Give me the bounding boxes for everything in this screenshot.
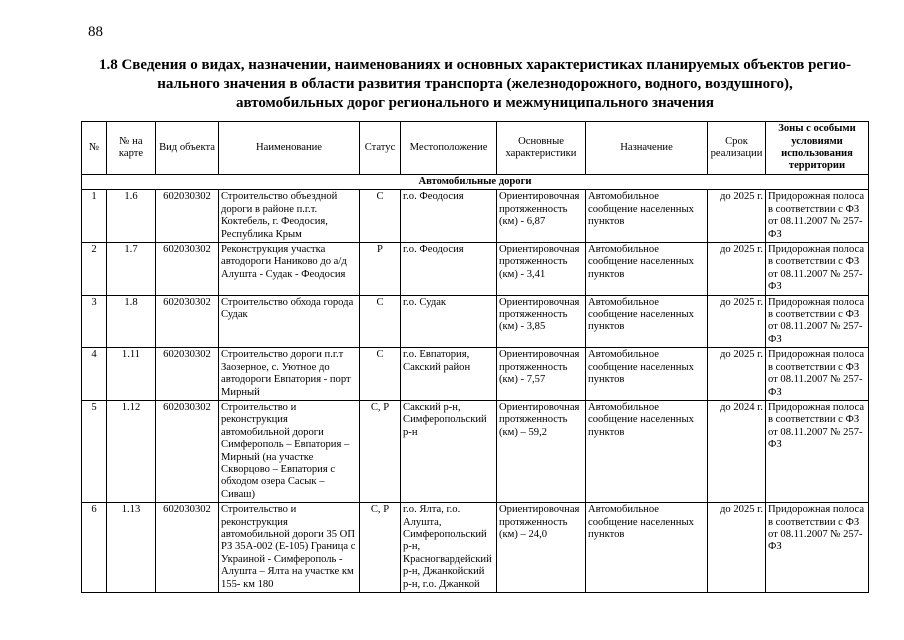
cell-zones: Придорожная полоса в соответствии с ФЗ от 08.11.2007 № 257-ФЗ xyxy=(766,190,869,243)
table-row xyxy=(82,190,869,243)
cell-purpose: Автомобильное сообщение населенных пунктов xyxy=(586,503,708,593)
cell-characteristics: Ориентировочная протяженность (км) – 24,0 xyxy=(497,503,586,593)
cell-characteristics: Ориентировочная протяженность (км) – 59,2 xyxy=(497,400,586,502)
cell-map-num: 1.8 xyxy=(107,295,156,348)
title-line-1: 1.8 Сведения о видах, назначении, наименованиях и основных характеристиках планируемых объектов регио- xyxy=(98,57,852,73)
table-row xyxy=(82,348,869,401)
header-zones: Зоны с особыми условиями использования территории xyxy=(766,122,869,175)
cell-zones: Придорожная полоса в соответствии с ФЗ от 08.11.2007 № 257-ФЗ xyxy=(766,348,869,401)
header-num: № xyxy=(82,122,107,175)
cell-name: Реконструкция участка автодороги Наниково до а/д Алушта - Судак - Феодосия xyxy=(219,243,360,296)
cell-object-type: 602030302 xyxy=(156,503,219,593)
table-row xyxy=(82,243,869,296)
cell-map-num: 1.11 xyxy=(107,348,156,401)
planned-objects-table xyxy=(81,121,869,593)
cell-characteristics: Ориентировочная протяженность (км) - 7,57 xyxy=(497,348,586,401)
cell-name: Строительство и реконструкция автомобильной дороги 35 ОП РЗ 35А-002 (Е-105) Граница с Украиной - Симферополь - Алушта – Ялта на участке км 155- км 180 xyxy=(219,503,360,593)
cell-purpose: Автомобильное сообщение населенных пунктов xyxy=(586,400,708,502)
cell-term: до 2025 г. xyxy=(708,295,766,348)
header-map-num: № на карте xyxy=(107,122,156,175)
cell-term: до 2024 г. xyxy=(708,400,766,502)
cell-map-num: 1.13 xyxy=(107,503,156,593)
title-line-2: нального значения в области развития транспорта (железнодорожного, водного, воздушного), xyxy=(157,76,793,92)
cell-num: 1 xyxy=(82,190,107,243)
cell-location: г.о. Ялта, г.о. Алушта, Симферопольский р-н, Красногвардейский р-н, Джанкойский р-н, г.о. Джанкой xyxy=(401,503,497,593)
cell-purpose: Автомобильное сообщение населенных пунктов xyxy=(586,190,708,243)
cell-status: С xyxy=(360,348,401,401)
header-purpose: Назначение xyxy=(586,122,708,175)
cell-location: г.о. Феодосия xyxy=(401,243,497,296)
cell-term: до 2025 г. xyxy=(708,243,766,296)
cell-map-num: 1.7 xyxy=(107,243,156,296)
table-row xyxy=(82,295,869,348)
cell-name: Строительство и реконструкция автомобильной дороги Симферополь – Евпатория – Мирный (на участке Скворцово – Евпатория с обходом озера Сасык – Сиваш) xyxy=(219,400,360,502)
cell-name: Строительство объездной дороги в районе п.г.т. Коктебель, г. Феодосия, Республика Крым xyxy=(219,190,360,243)
cell-term: до 2025 г. xyxy=(708,503,766,593)
cell-characteristics: Ориентировочная протяженность (км) - 3,85 xyxy=(497,295,586,348)
cell-object-type: 602030302 xyxy=(156,348,219,401)
cell-name: Строительство обхода города Судак xyxy=(219,295,360,348)
cell-characteristics: Ориентировочная протяженность (км) - 3,41 xyxy=(497,243,586,296)
cell-zones: Придорожная полоса в соответствии с ФЗ от 08.11.2007 № 257-ФЗ xyxy=(766,295,869,348)
cell-name: Строительство дороги п.г.т Заозерное, с. Уютное до автодороги Евпатория - порт Мирный xyxy=(219,348,360,401)
cell-num: 4 xyxy=(82,348,107,401)
table-row xyxy=(82,400,869,502)
cell-object-type: 602030302 xyxy=(156,400,219,502)
page-number: 88 xyxy=(88,24,103,40)
cell-object-type: 602030302 xyxy=(156,295,219,348)
cell-map-num: 1.6 xyxy=(107,190,156,243)
cell-num: 6 xyxy=(82,503,107,593)
header-object-type: Вид объекта xyxy=(156,122,219,175)
header-characteristics: Основные характеристики xyxy=(497,122,586,175)
cell-object-type: 602030302 xyxy=(156,243,219,296)
group-row xyxy=(82,175,869,190)
group-label: Автомобильные дороги xyxy=(82,175,869,190)
cell-zones: Придорожная полоса в соответствии с ФЗ от 08.11.2007 № 257-ФЗ xyxy=(766,243,869,296)
cell-num: 2 xyxy=(82,243,107,296)
cell-zones: Придорожная полоса в соответствии с ФЗ от 08.11.2007 № 257-ФЗ xyxy=(766,503,869,593)
cell-object-type: 602030302 xyxy=(156,190,219,243)
cell-characteristics: Ориентировочная протяженность (км) - 6,87 xyxy=(497,190,586,243)
cell-purpose: Автомобильное сообщение населенных пунктов xyxy=(586,243,708,296)
cell-term: до 2025 г. xyxy=(708,348,766,401)
cell-num: 3 xyxy=(82,295,107,348)
cell-term: до 2025 г. xyxy=(708,190,766,243)
cell-zones: Придорожная полоса в соответствии с ФЗ от 08.11.2007 № 257-ФЗ xyxy=(766,400,869,502)
cell-location: Сакский р-н, Симферопольский р-н xyxy=(401,400,497,502)
table-header-row xyxy=(82,122,869,175)
cell-purpose: Автомобильное сообщение населенных пунктов xyxy=(586,295,708,348)
cell-location: г.о. Евпатория, Сакский район xyxy=(401,348,497,401)
title-line-3: автомобильных дорог регионального и межмуниципального значения xyxy=(235,95,715,111)
cell-purpose: Автомобильное сообщение населенных пунктов xyxy=(586,348,708,401)
table-row xyxy=(82,503,869,593)
header-location: Местоположение xyxy=(401,122,497,175)
section-title xyxy=(80,56,870,113)
cell-location: г.о. Судак xyxy=(401,295,497,348)
cell-map-num: 1.12 xyxy=(107,400,156,502)
cell-status: С, Р xyxy=(360,503,401,593)
cell-status: С xyxy=(360,295,401,348)
cell-status: С xyxy=(360,190,401,243)
cell-location: г.о. Феодосия xyxy=(401,190,497,243)
cell-status: Р xyxy=(360,243,401,296)
header-name: Наименование xyxy=(219,122,360,175)
cell-num: 5 xyxy=(82,400,107,502)
header-term: Срок реализации xyxy=(708,122,766,175)
cell-status: С, Р xyxy=(360,400,401,502)
header-status: Статус xyxy=(360,122,401,175)
